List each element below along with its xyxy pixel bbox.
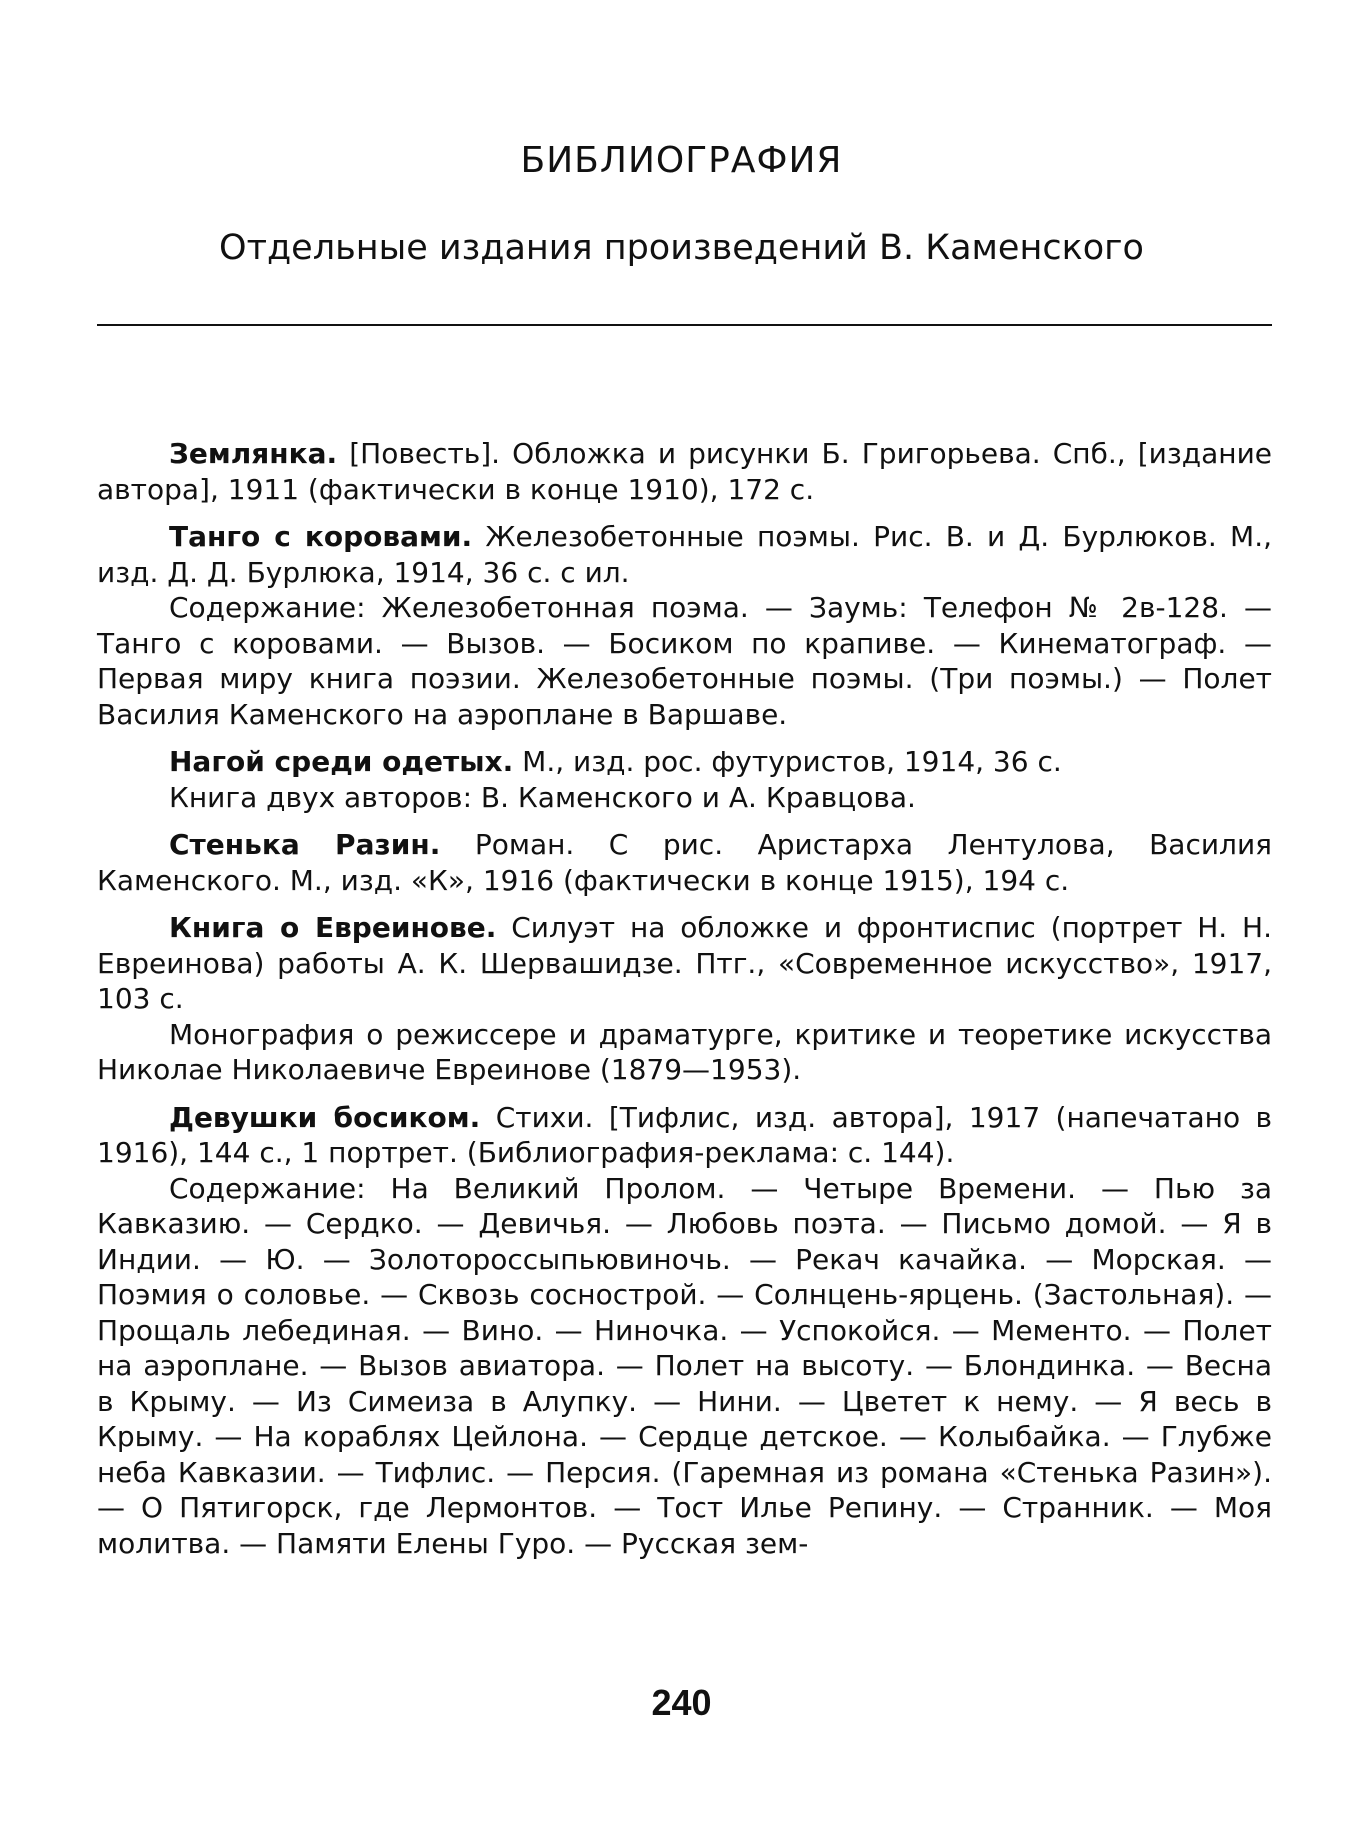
horizontal-rule [97,324,1272,326]
entry-title: Книга о Евреинове. [169,911,497,944]
entry-title: Стенька Разин. [169,828,441,861]
entry-details: Железобетонные поэмы. Рис. В. и Д. Бурлюков. М., изд. Д. Д. Бурлюка, 1914, 36 с. с ил. [97,520,1272,589]
entry-note: Содержание: На Великий Пролом. — Четыре Времени. — Пью за Кавказию. — Сердко. — Девичья. — Любовь поэта. — Письмо домой. — Я в Индии. — Ю. — Золотороссыпьювиночь. — Рекач качайка. — Морская. — Поэмия о соловье. — Сквозь соснострой. — Солнцень-ярцень. (Застольная). — Прощаль лебединая. — Вино. — Ниночка. — Успокойся. — Мементо. — Полет на аэроплане. — Вызов авиатора. — Полет на высоту. — Блондинка. — Весна в Крыму. — Из Симеиза в Алупку. — Нини. — Цветет к нему. — Я весь в Крыму. — На кораблях Цейлона. — Сердце детское. — Колыбайка. — Глубже неба Кавказии. — Тифлис. — Персия. (Гаремная из романа «Стенька Разин»). — О Пятигорск, где Лермонтов. — Тост Илье Репину. — Странник. — Моя молитва. — Памяти Елены Гуро. — Русская зем- [97,1171,1272,1560]
entry-note: Содержание: Железобетонная поэма. — Заумь: Телефон № 2в-128. — Танго с коровами. — Вызов. — Босиком по крапиве. — Кинематограф. — Первая миру книга поэзии. Железобетонные поэмы. (Три поэмы.) — Полет Василия Каменского на аэроплане в Варшаве. [97,591,1272,731]
bibliography-entry [97,910,1272,1088]
bibliography-entry [97,519,1272,732]
entry-title: Девушки босиком. [169,1100,481,1134]
entry-details: Силуэт на обложке и фронтиспис (портрет Н. Н. Евреинова) работы А. К. Шервашидзе. Птг., «Современное искусство», 1917, 103 с. [97,911,1272,1015]
bibliography-entry [97,827,1272,898]
entry-note: Книга двух авторов: В. Каменского и А. Кравцова. [169,780,916,814]
entry-title: Нагой среди одетых. [169,745,514,778]
bibliography-entry [97,1100,1272,1562]
entry-details: Роман. С рис. Аристарха Лентулова, Василия Каменского. М., изд. «К», 1916 (фактически в конце 1915), 194 с. [97,828,1272,897]
entry-citation [97,436,1272,507]
page-number: 240 [651,1682,712,1723]
entry-note: Монография о режиссере и драматурге, критике и теоретике искусства Николае Николаевиче Евреинове (1879—1953). [97,1017,1272,1086]
section-subheading: Отдельные издания произведений В. Каменского [219,228,1144,268]
bibliography-entry [97,436,1272,507]
page-heading: БИБЛИОГРАФИЯ [520,140,843,181]
entry-details: [Повесть]. Обложка и рисунки Б. Григорьева. Спб., [издание автора], 1911 (фактически в конце 1910), 172 с. [97,437,1272,506]
entry-citation [97,827,1272,898]
entry-citation [97,519,1272,590]
entry-citation [97,910,1272,1017]
entry-citation [97,1100,1272,1171]
entry-title: Землянка. [169,437,338,470]
entry-details: Стихи. [Тифлис, изд. автора], 1917 (напечатано в 1916), 144 с., 1 портрет. (Библиография-реклама: с. 144). [97,1100,1272,1169]
bibliography-entry [97,744,1272,815]
entry-title: Танго с коровами. [169,520,473,553]
entry-details: М., изд. рос. футуристов, 1914, 36 с. [513,745,1062,778]
bibliography-list [97,436,1272,1573]
entry-citation [97,744,1272,780]
